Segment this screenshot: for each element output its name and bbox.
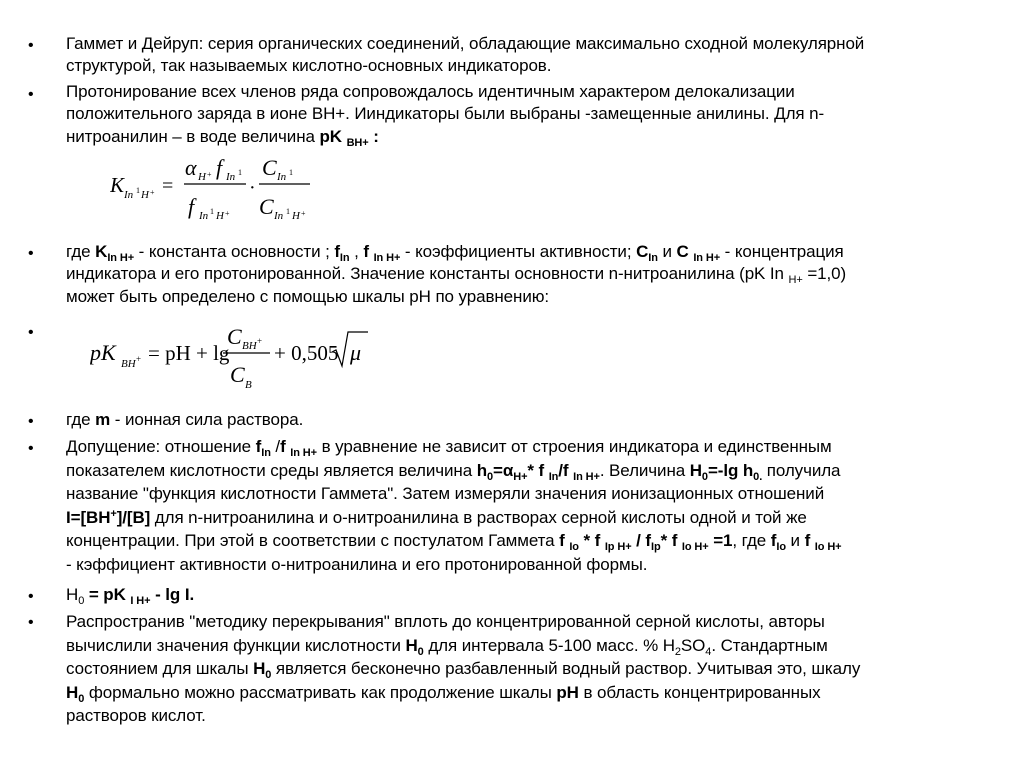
formula-basicity-constant [110, 150, 330, 230]
formula-pk-bh [90, 318, 380, 398]
svg-text:1: 1 [136, 186, 140, 195]
svg-text:+: + [136, 354, 142, 364]
svg-text:=: = [162, 175, 174, 197]
svg-text:f: f [188, 194, 195, 219]
svg-text:In: In [199, 210, 209, 222]
svg-text:+: + [301, 209, 306, 218]
svg-text:H: H [216, 210, 224, 222]
svg-text:B: B [245, 379, 252, 391]
svg-text:1: 1 [238, 168, 242, 177]
svg-text:+: + [257, 336, 263, 346]
svg-text:α: α [185, 155, 197, 180]
svg-text:C: C [227, 324, 242, 349]
svg-text:In: In [274, 210, 284, 222]
pk-bh-symbol: pK [319, 126, 347, 146]
svg-text:+ 0,505: + 0,505 [274, 341, 339, 365]
formula1-k: K [110, 173, 125, 197]
p2-line1: Протонирование всех членов ряда сопровождалось идентичным характером делокализации [66, 82, 795, 101]
svg-text:C: C [262, 155, 277, 180]
bullet: • [28, 588, 34, 605]
svg-text:+: + [225, 209, 230, 218]
svg-text:1: 1 [210, 207, 214, 216]
svg-text:BH: BH [242, 340, 257, 352]
bullet: • [28, 413, 34, 430]
svg-text:·: · [249, 177, 256, 199]
svg-text:C: C [259, 194, 274, 219]
svg-text:H: H [198, 171, 206, 183]
bullet: • [28, 324, 34, 341]
bullet: • [28, 86, 34, 103]
svg-text:+: + [150, 188, 155, 197]
bullet: • [28, 245, 34, 262]
svg-text:H: H [141, 189, 149, 201]
p2-line2: положительного заряда в ионе ВН+. Ииндикаторы были выбраны -замещенные анилины. Для n- [66, 104, 825, 124]
svg-text:In: In [277, 171, 287, 183]
p2-line3: нитроанилин – в воде величина [66, 126, 320, 146]
svg-text:1: 1 [286, 207, 290, 216]
slide: • Гаммет и Дейруп: серия органических соединений, обладающие максимально сходной молекулярной структурой, так называемых кислотно-основных индикаторов. • Протонирование всех членов ряда сопровождалось идентичным характером делокализации положительного заряда в ионе ВН+. Ииндикаторы были выбраны -замещенные анилины. Для n- нитроанилин – в воде величина pK $_{BH+}$ : K In 1 H + = α H + f In 1 f In 1 H + · C In 1 C In 1 H + • где $K_{In H+}$ - константа основности ; $f_{In}$ , f $_{In H+}$ - коэффициенты активности; $C_{In}$ и C $_{In H+}$ - концентрация индикатора и его протонированной. Значение константы основности n-нитроанилина (pK In $_{H+}$ =1,0) может быть определено с помощью шкалы рН по уравнению: • pK BH + = pH + lg C BH + C B + 0,505 μ • где m - ионная сила раствора. • Допущение: отношение $f_{In}$ /f $_{In H+}$ в уравнение не зависит от строения индикатора и единственным показателем кислотности среды является величина $h_0=\alpha_{H+}*$ f $_{In}$/f $_{In H+}$. Величина $H_0=-\lg$ $h_{0.}$ получила название "функция кислотности Гаммета". Затем измеряли значения ионизационных отношений I=[BH+]/[B] для n-нитроанилина и о-нитроанилина в растворах серной кислоты одной и той же концентрации. При этой в соответствии с постулатом Гаммета f $_{Io}$ * f $_{Ip H+} / f_{Ip}*$ f $_{Io H+}$ =1, где $f_{Io}$ и f $_{Io H+}$ - кэффициент активности о-нитроанилина и его протонированной формы. • $H_0$ = pK $_{I H+}$ - lg I. • Распространив "методику перекрывания" вплоть до концентрированной серной кислоты, авторы вычислили значения функции кислотности $H_0$ для интервала 5-100 масс. % $H_2SO_4$. Стандартным состоянием для шкалы $H_0$ является бесконечно разбавленный водный раствор. Учитывая это, шкалу $H_0$ формально можно рассматривать как продолжение шкалы pH в область концентрированных растворов кислот. [28, 34, 865, 726]
svg-text:μ: μ [350, 340, 362, 365]
svg-text:f: f [216, 155, 223, 180]
p1-line1: Гаммет и Дейруп: серия органических соединений, обладающие максимально сходной молекулярной [66, 34, 865, 53]
svg-text:1: 1 [289, 168, 293, 177]
svg-text:In: In [226, 171, 236, 183]
svg-text:+: + [207, 170, 212, 179]
svg-text:= pH + lg: = pH + lg [148, 341, 230, 365]
bullet: • [28, 614, 34, 631]
svg-text:pK: pK [90, 340, 116, 365]
svg-text:In: In [124, 189, 134, 201]
svg-text:H: H [292, 210, 300, 222]
p1-line2: структурой, так называемых кислотно-основных индикаторов. [66, 56, 552, 76]
bullet: • [28, 37, 34, 54]
bullet: • [28, 440, 34, 457]
svg-text:C: C [230, 362, 245, 387]
k-in-h-symbol: K [95, 242, 108, 261]
svg-text:BH: BH [121, 358, 136, 370]
